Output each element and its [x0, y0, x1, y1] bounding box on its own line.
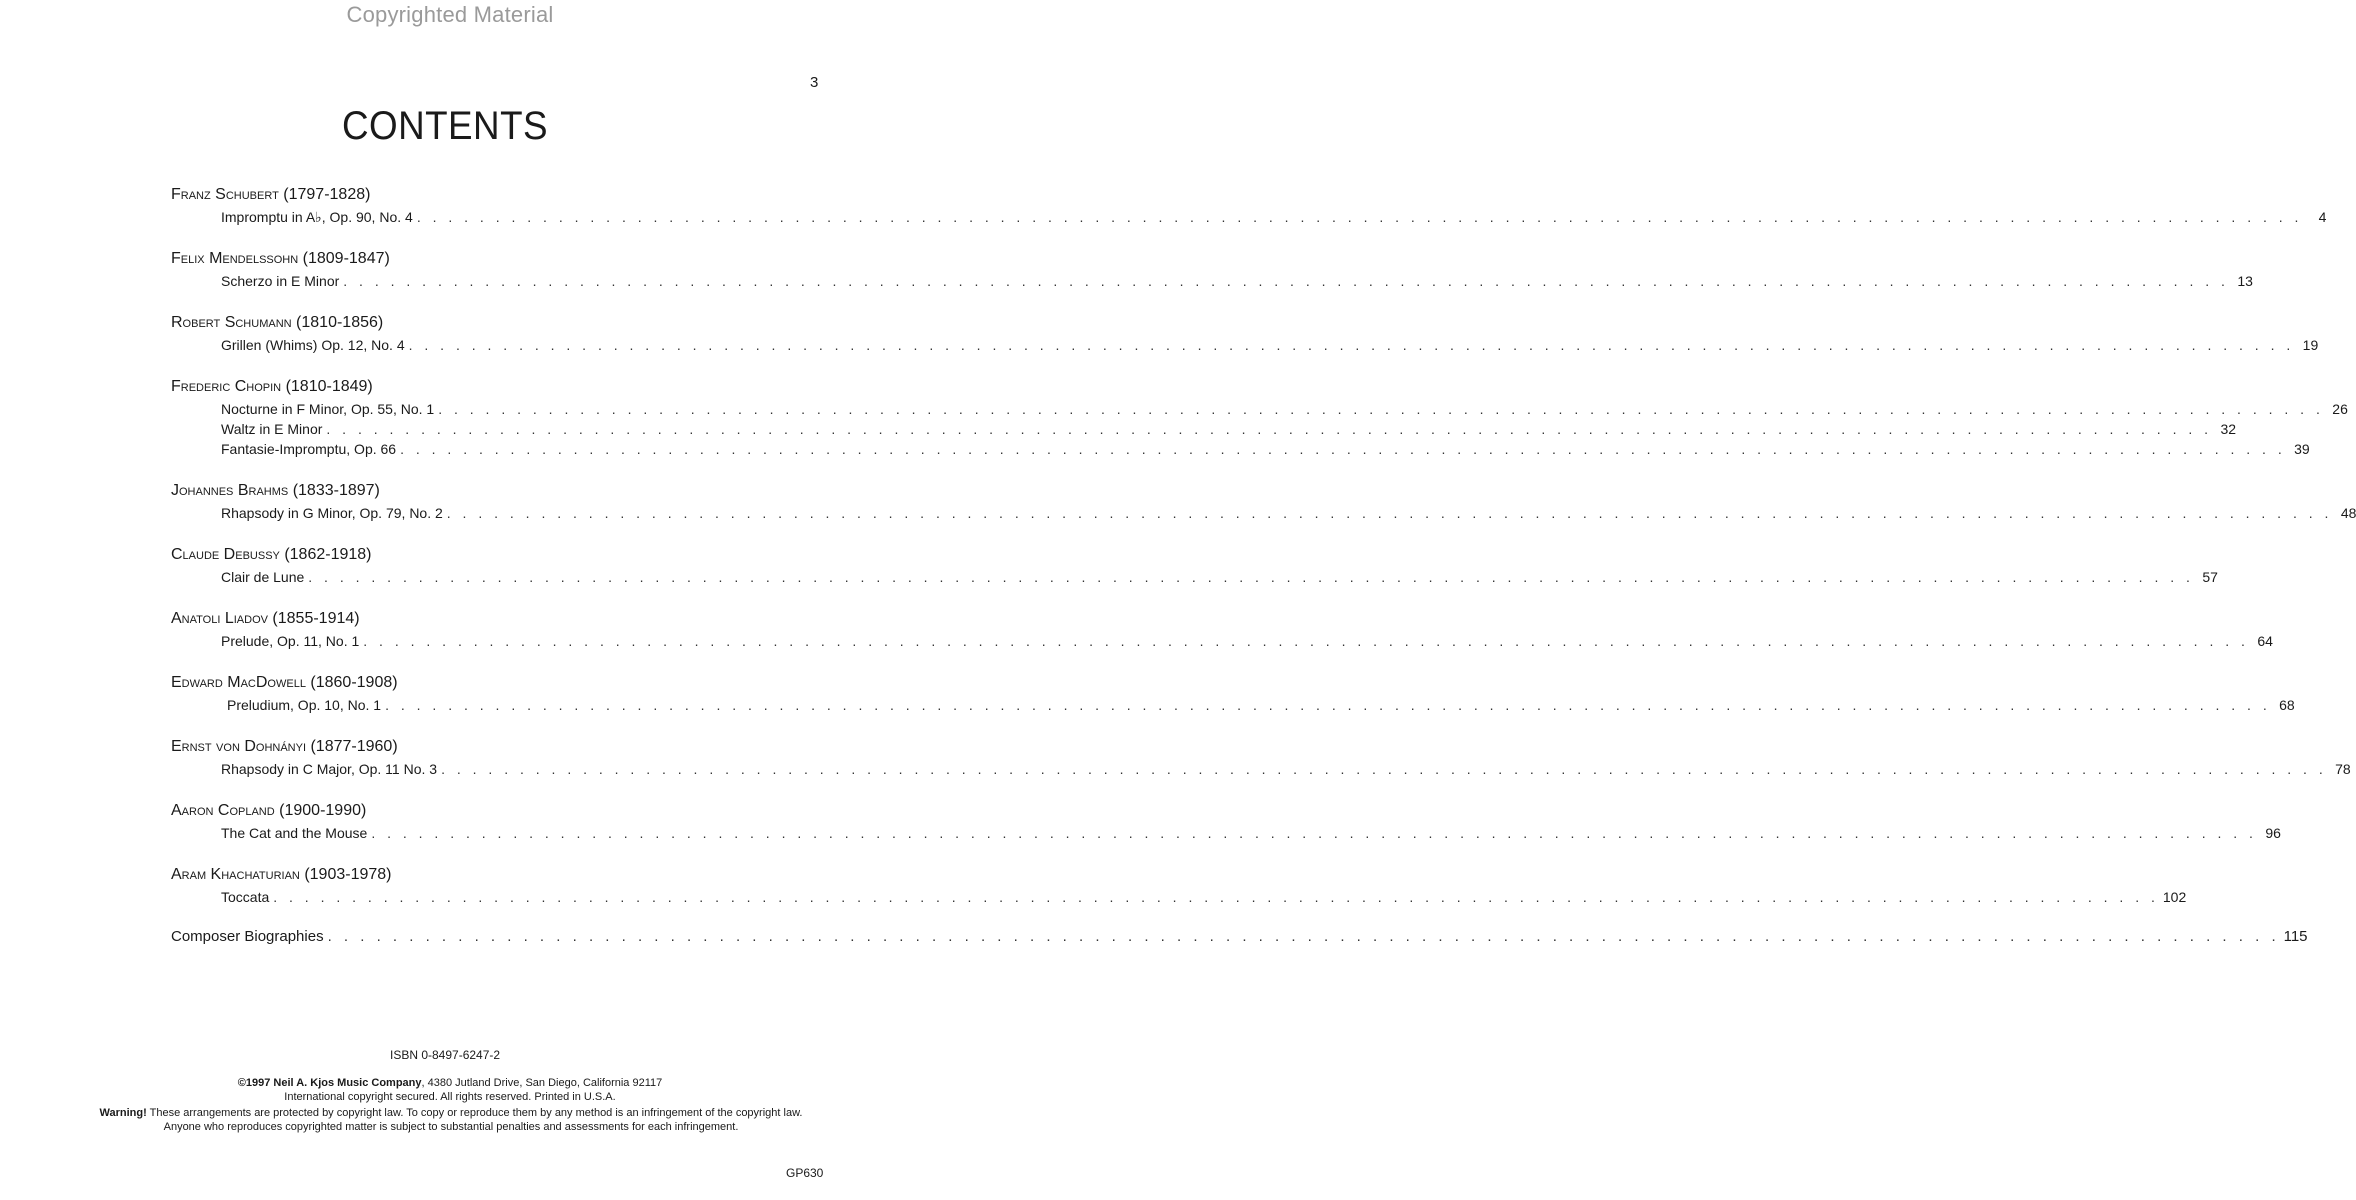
toc-entry	[171, 439, 2310, 459]
work-page: 32	[2220, 421, 2237, 437]
rights-line: International copyright secured. All rights reserved. Printed in U.S.A.	[284, 1091, 616, 1103]
composer-section	[171, 799, 2281, 843]
composer-heading	[171, 375, 721, 399]
toc-entry	[171, 695, 2295, 715]
work-title: Rhapsody in C Major, Op. 11 No. 3	[221, 761, 438, 777]
toc-entry	[171, 823, 2281, 843]
dot-leader: . . . . . . . . . . . . . . . . . . . . . . . . . . . . . . . . . . . . . . . . . . . . . . . . . . . . . . . . . . . . . . . . . . . . . . . . . . . . . . . . . . . . . . . . . . . . . . . . . . . . . . . . . . . . . . . . . . . . . . . .	[308, 569, 2194, 585]
publisher-name: ©1997 Neil A. Kjos Music Company	[237, 1077, 422, 1089]
dot-leader: . . . . . . . . . . . . . . . . . . . . . . . . . . . . . . . . . . . . . . . . . . . . . . . . . . . . . . . . . . . . . . . . . . . . . . . . . . . . . . . . . . . . . . . . . . . . . . . . . . . . . . . . . . . . . . . . . . . . . . . .	[400, 441, 2286, 457]
work-page: 19	[2302, 337, 2319, 353]
composer-section	[171, 735, 2351, 779]
composer-section	[171, 183, 2327, 227]
composer-section	[171, 607, 2273, 651]
work-page: 4	[2318, 209, 2327, 225]
composer-heading	[171, 607, 721, 631]
composer-name: Felix Mendelssohn	[171, 250, 299, 267]
dot-leader: . . . . . . . . . . . . . . . . . . . . . . . . . . . . . . . . . . . . . . . . . . . . . . . . . . . . . . . . . . . . . . . . . . . . . . . . . . . . . . . . . . . . . . . . . . . . . . . . . . . . . . . . . . . . . . . . . . . . . . . .	[446, 505, 2333, 521]
composer-dates: (1900-1990)	[279, 802, 367, 819]
composer-section	[171, 863, 2187, 907]
composer-section	[171, 247, 2253, 291]
catalog-code: GP630	[786, 1166, 824, 1180]
composer-heading	[171, 311, 721, 335]
dot-leader: . . . . . . . . . . . . . . . . . . . . . . . . . . . . . . . . . . . . . . . . . . . . . . . . . . . . . . . . . . . . . . . . . . . . . . . . . . . . . . . . . . . . . . . . . . . . . . . . . . . . . . . . . . . . . . . . . . . . . . . .	[438, 401, 2324, 417]
dot-leader: . . . . . . . . . . . . . . . . . . . . . . . . . . . . . . . . . . . . . . . . . . . . . . . . . . . . . . . . . . . . . . . . . . . . . . . . . . . . . . . . . . . . . . . . . . . . . . . . . . . . . . . . . . . . . . . . . . . . . . . .	[441, 761, 2327, 777]
composer-heading	[171, 863, 721, 887]
composer-name: Robert Schumann	[171, 314, 292, 331]
work-page: 68	[2279, 697, 2295, 713]
composer-dates: (1877-1960)	[310, 738, 398, 755]
copyright-watermark: Copyrighted Material	[346, 2, 554, 27]
dot-leader: . . . . . . . . . . . . . . . . . . . . . . . . . . . . . . . . . . . . . . . . . . . . . . . . . . . . . . . . . . . . . . . . . . . . . . . . . . . . . . . . . . . . . . . . . . . . . . . . . . . . . . . . . . . . . . . . . . . . . . . .	[363, 633, 2249, 649]
dot-leader: . . . . . . . . . . . . . . . . . . . . . . . . . . . . . . . . . . . . . . . . . . . . . . . . . . . . . . . . . . . . . . . . . . . . . . . . . . . . . . . . . . . . . . . . . . . . . . . . . . . . . . . . . . . . . . . . . . . . . . . .	[408, 337, 2295, 353]
composer-dates: (1903-1978)	[304, 866, 392, 883]
toc-entry	[171, 335, 2319, 355]
toc-entry	[171, 503, 2356, 523]
page-number: 3	[810, 74, 819, 91]
toc-entry	[171, 399, 2348, 419]
copyright-line	[0, 1076, 900, 1090]
work-title: Fantasie-Impromptu, Op. 66	[221, 441, 397, 457]
work-title: Scherzo in E Minor	[221, 273, 340, 289]
composer-dates: (1860-1908)	[310, 674, 398, 691]
warning-label: Warning!	[99, 1107, 147, 1119]
composer-heading	[171, 799, 721, 823]
work-title: Nocturne in F Minor, Op. 55, No. 1	[221, 401, 435, 417]
dot-leader: . . . . . . . . . . . . . . . . . . . . . . . . . . . . . . . . . . . . . . . . . . . . . . . . . . . . . . . . . . . . . . . . . . . . . . . . . . . . . . . . . . . . . . . . . . . . . . . . . . . . . . . . . . . . . . . . . . . . . . . .	[326, 421, 2213, 437]
work-title: The Cat and the Mouse	[221, 825, 368, 841]
dot-leader: . . . . . . . . . . . . . . . . . . . . . . . . . . . . . . . . . . . . . . . . . . . . . . . . . . . . . . . . . . . . . . . . . . . . . . . . . . . . . . . . . . . . . . . . . . . . . . . . . . . . . . . . . . . . . . . . . . . . . . . .	[371, 825, 2257, 841]
dot-leader: . . . . . . . . . . . . . . . . . . . . . . . . . . . . . . . . . . . . . . . . . . . . . . . . . . . . . . . . . . . . . . . . . . . . . . . . . . . . . . . . . . . . . . . . . . . . . . . . . . . . . . . . . . . . . . . . . . . . . . . .	[327, 928, 2280, 945]
composer-name: Edward MacDowell	[171, 674, 306, 691]
work-page: 39	[2294, 441, 2310, 457]
composer-heading	[171, 735, 721, 759]
composer-dates: (1833-1897)	[292, 482, 380, 499]
work-title: Waltz in E Minor	[221, 421, 323, 437]
composer-name: Claude Debussy	[171, 546, 280, 563]
toc-entry	[171, 887, 2187, 907]
composer-dates: (1810-1849)	[285, 378, 373, 395]
composer-dates: (1855-1914)	[272, 610, 360, 627]
composer-name: Anatoli Liadov	[171, 610, 268, 627]
toc-entry-biographies	[171, 927, 2308, 947]
isbn: ISBN 0-8497-6247-2	[390, 1048, 501, 1062]
page-title: CONTENTS	[341, 104, 549, 148]
composer-section	[171, 375, 2348, 459]
work-title: Prelude, Op. 11, No. 1	[221, 633, 360, 649]
composer-name: Aaron Copland	[171, 802, 275, 819]
composer-heading	[171, 247, 721, 271]
composer-heading	[171, 479, 721, 503]
composer-section	[171, 311, 2319, 355]
toc-entry	[171, 207, 2327, 227]
work-page: 64	[2257, 633, 2273, 649]
work-page: 26	[2332, 401, 2348, 417]
work-title: Clair de Lune	[221, 569, 305, 585]
work-title: Grillen (Whims) Op. 12, No. 4	[221, 337, 405, 353]
dot-leader: . . . . . . . . . . . . . . . . . . . . . . . . . . . . . . . . . . . . . . . . . . . . . . . . . . . . . . . . . . . . . . . . . . . . . . . . . . . . . . . . . . . . . . . . . . . . . . . . . . . . . . . . . . . . . . . . . . . . . . . .	[416, 209, 2303, 225]
composer-dates: (1810-1856)	[296, 314, 384, 331]
work-title: Toccata	[221, 889, 270, 905]
publisher-address: , 4380 Jutland Drive, San Diego, California 92117	[421, 1077, 663, 1089]
copyright-warning	[96, 1106, 806, 1134]
work-page: 57	[2202, 569, 2218, 585]
composer-name: Franz Schubert	[171, 186, 279, 203]
work-page: 13	[2237, 273, 2253, 289]
warning-text: These arrangements are protected by copyright law. To copy or reproduce them by any method is an infringement of the copyright law. Anyone who reproduces copyrighted matter is subject to substantial penalties and assessments for each infringement.	[146, 1107, 803, 1133]
toc-entry	[171, 631, 2273, 651]
composer-heading	[171, 183, 721, 207]
composer-name: Johannes Brahms	[171, 482, 289, 499]
composer-dates: (1862-1918)	[284, 546, 372, 563]
work-page: 48	[2340, 505, 2356, 521]
toc-entry	[171, 759, 2351, 779]
composer-name: Ernst von Dohnányi	[171, 738, 307, 755]
work-title: Impromptu in A♭, Op. 90, No. 4	[221, 209, 413, 225]
work-title: Rhapsody in G Minor, Op. 79, No. 2	[221, 505, 443, 521]
biographies-title: Composer Biographies	[171, 928, 324, 945]
work-page: 96	[2265, 825, 2281, 841]
work-page: 78	[2335, 761, 2351, 777]
toc-entry	[171, 567, 2218, 587]
table-of-contents	[171, 183, 2356, 947]
work-title: Preludium, Op. 10, No. 1	[227, 697, 382, 713]
composer-dates: (1797-1828)	[283, 186, 371, 203]
toc-entry	[171, 271, 2253, 291]
composer-name: Frederic Chopin	[171, 378, 282, 395]
toc-entry	[171, 419, 2237, 439]
composer-section	[171, 671, 2295, 715]
composer-name: Aram Khachaturian	[171, 866, 300, 883]
work-page: 102	[2162, 889, 2187, 905]
biographies-page: 115	[2283, 928, 2308, 945]
dot-leader: . . . . . . . . . . . . . . . . . . . . . . . . . . . . . . . . . . . . . . . . . . . . . . . . . . . . . . . . . . . . . . . . . . . . . . . . . . . . . . . . . . . . . . . . . . . . . . . . . . . . . . . . . . . . . . . . . . . . . . . .	[385, 697, 2271, 713]
composer-heading	[171, 543, 721, 567]
composer-section	[171, 479, 2356, 523]
composer-heading	[171, 671, 721, 695]
composer-section	[171, 543, 2218, 587]
dot-leader: . . . . . . . . . . . . . . . . . . . . . . . . . . . . . . . . . . . . . . . . . . . . . . . . . . . . . . . . . . . . . . . . . . . . . . . . . . . . . . . . . . . . . . . . . . . . . . . . . . . . . . . . . . . . . . . . . . . . . . . .	[343, 273, 2229, 289]
composer-dates: (1809-1847)	[302, 250, 390, 267]
dot-leader: . . . . . . . . . . . . . . . . . . . . . . . . . . . . . . . . . . . . . . . . . . . . . . . . . . . . . . . . . . . . . . . . . . . . . . . . . . . . . . . . . . . . . . . . . . . . . . . . . . . . . . . . . . . . . . . . . . . . . . . .	[273, 889, 2159, 905]
